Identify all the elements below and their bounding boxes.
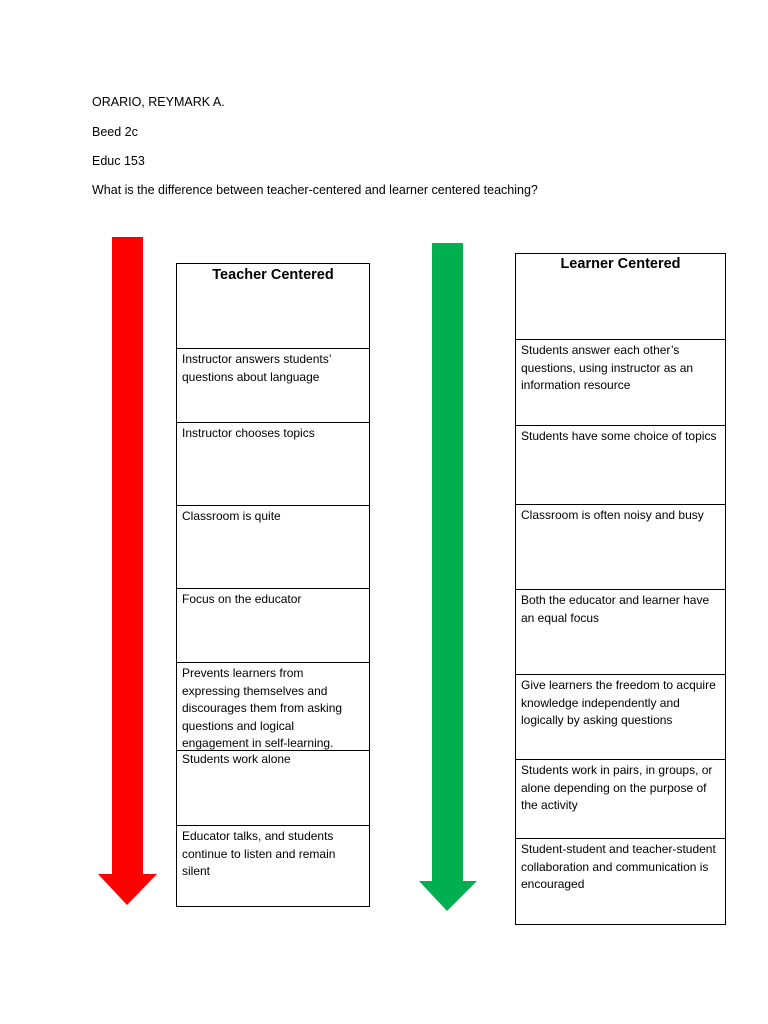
learner-row: Both the educator and learner have an equal focus <box>516 589 725 675</box>
learner-row: Classroom is often noisy and busy <box>516 504 725 590</box>
learner-centered-title: Learner Centered <box>560 256 681 272</box>
teacher-row: Prevents learners from expressing themselves and discourages them from asking questions and logical engagement in self-learning. <box>177 662 369 751</box>
learner-row: Give learners the freedom to acquire knowledge independently and logically by asking questions <box>516 674 725 760</box>
learner-row: Students work in pairs, in groups, or alone depending on the purpose of the activity <box>516 759 725 839</box>
teacher-centered-title: Teacher Centered <box>212 267 334 283</box>
teacher-row: Instructor chooses topics <box>177 422 369 506</box>
student-name: ORARIO, REYMARK A. <box>92 95 225 109</box>
green-down-arrow-icon <box>418 243 480 913</box>
learner-row: Students have some choice of topics <box>516 425 725 505</box>
teacher-row: Educator talks, and students continue to listen and remain silent <box>177 825 369 907</box>
question-text: What is the difference between teacher-centered and learner centered teaching? <box>92 183 538 197</box>
learner-centered-table <box>515 253 726 925</box>
teacher-row: Focus on the educator <box>177 588 369 663</box>
teacher-row: Classroom is quite <box>177 505 369 589</box>
red-down-arrow-icon <box>97 237 159 907</box>
learner-row: Student-student and teacher-student collaboration and communication is encouraged <box>516 838 725 925</box>
course-label: Educ 153 <box>92 154 145 168</box>
teacher-row: Students work alone <box>177 750 369 826</box>
teacher-row: Instructor answers students’ questions about language <box>177 348 369 423</box>
section-label: Beed 2c <box>92 125 138 139</box>
teacher-centered-table <box>176 263 370 907</box>
learner-row: Students answer each other’s questions, using instructor as an information resource <box>516 339 725 426</box>
